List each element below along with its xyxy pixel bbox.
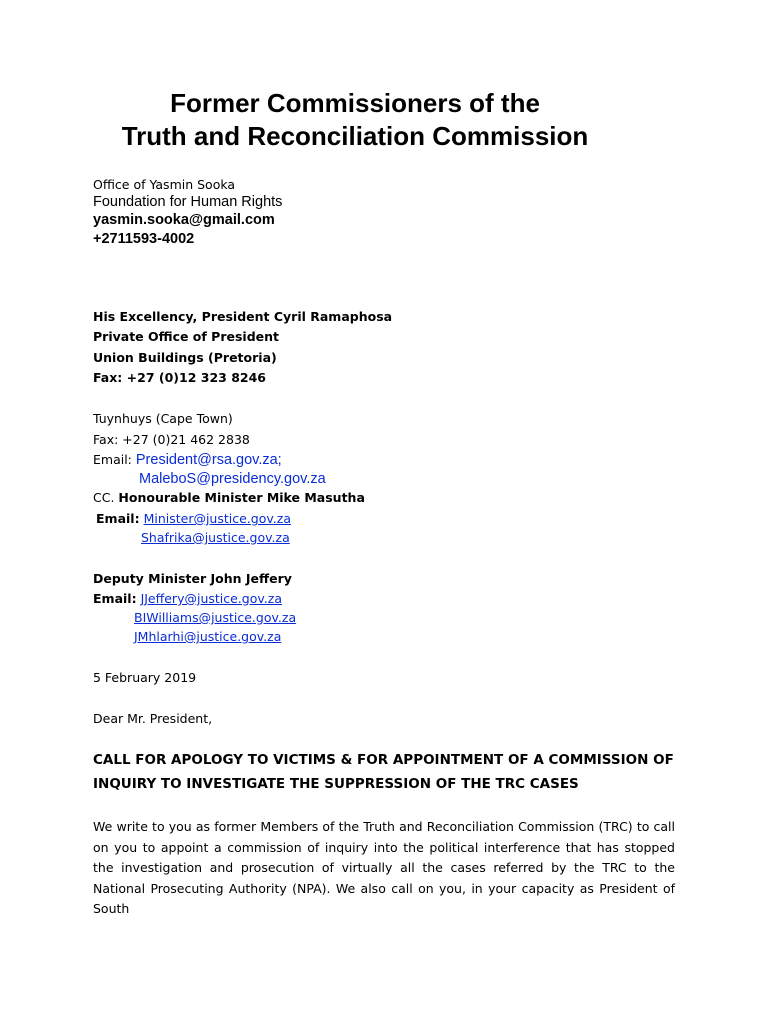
- recipient-email-label: Email:: [93, 452, 132, 467]
- recipient-office: Private Office of President: [93, 329, 280, 344]
- cc-email-label: Email:: [96, 511, 140, 526]
- recipient-cape-town: Tuynhuys (Cape Town): [93, 411, 233, 426]
- deputy-email-label: Email:: [93, 591, 137, 606]
- cc-name: Honourable Minister Mike Masutha: [118, 490, 365, 505]
- sender-org: Foundation for Human Rights: [93, 194, 283, 210]
- sender-office: Office of Yasmin Sooka: [93, 177, 236, 192]
- title-line-1: Former Commissioners of the: [170, 88, 540, 118]
- deputy-name: Deputy Minister John Jeffery: [93, 571, 292, 586]
- sender-phone: +2711593-4002: [93, 231, 195, 247]
- biwilliams-email-link[interactable]: BIWilliams@justice.gov.za: [134, 610, 297, 625]
- title-line-2: Truth and Reconciliation Commission: [121, 121, 589, 151]
- recipient-fax-pretoria: Fax: +27 (0)12 323 8246: [93, 370, 266, 385]
- recipient-email-row: [93, 451, 282, 469]
- deputy-email-row: [93, 590, 282, 608]
- body-paragraph: We write to you as former Members of the Truth and Reconciliation Commission (TRC) to call on you to appoint a commission of inquiry into the political interference that has stopped the investigation and prosecution of virtually all the cases referred by the TRC to the National Prosecuting Authority (NPA). We also call on you, in your capacity as President of South: [93, 819, 675, 916]
- minister-email-link[interactable]: Minister@justice.gov.za: [143, 511, 291, 526]
- subject-heading: CALL FOR APOLOGY TO VICTIMS & FOR APPOINTMENT OF A COMMISSION OF INQUIRY TO INVESTIGATE THE SUPPRESSION OF THE TRC CASES: [93, 752, 674, 792]
- cc-prefix: CC.: [93, 490, 115, 505]
- recipient-fax-cape: Fax: +27 (0)21 462 2838: [93, 432, 250, 447]
- letter-date: 5 February 2019: [93, 670, 197, 685]
- salutation: Dear Mr. President,: [93, 711, 213, 726]
- president-email-link[interactable]: President@rsa.gov.za;: [135, 452, 282, 468]
- malebo-email-link[interactable]: MaleboS@presidency.gov.za: [139, 471, 326, 487]
- jjeffery-email-link[interactable]: JJeffery@justice.gov.za: [140, 591, 282, 606]
- jmhlarhi-email-link[interactable]: JMhlarhi@justice.gov.za: [134, 629, 282, 644]
- shafrika-email-link[interactable]: Shafrika@justice.gov.za: [141, 530, 290, 545]
- recipient-building: Union Buildings (Pretoria): [93, 350, 277, 365]
- cc-row: [93, 489, 365, 507]
- sender-email: yasmin.sooka@gmail.com: [93, 212, 275, 228]
- recipient-name: His Excellency, President Cyril Ramaphosa: [93, 309, 393, 324]
- cc-email-row: [96, 510, 291, 528]
